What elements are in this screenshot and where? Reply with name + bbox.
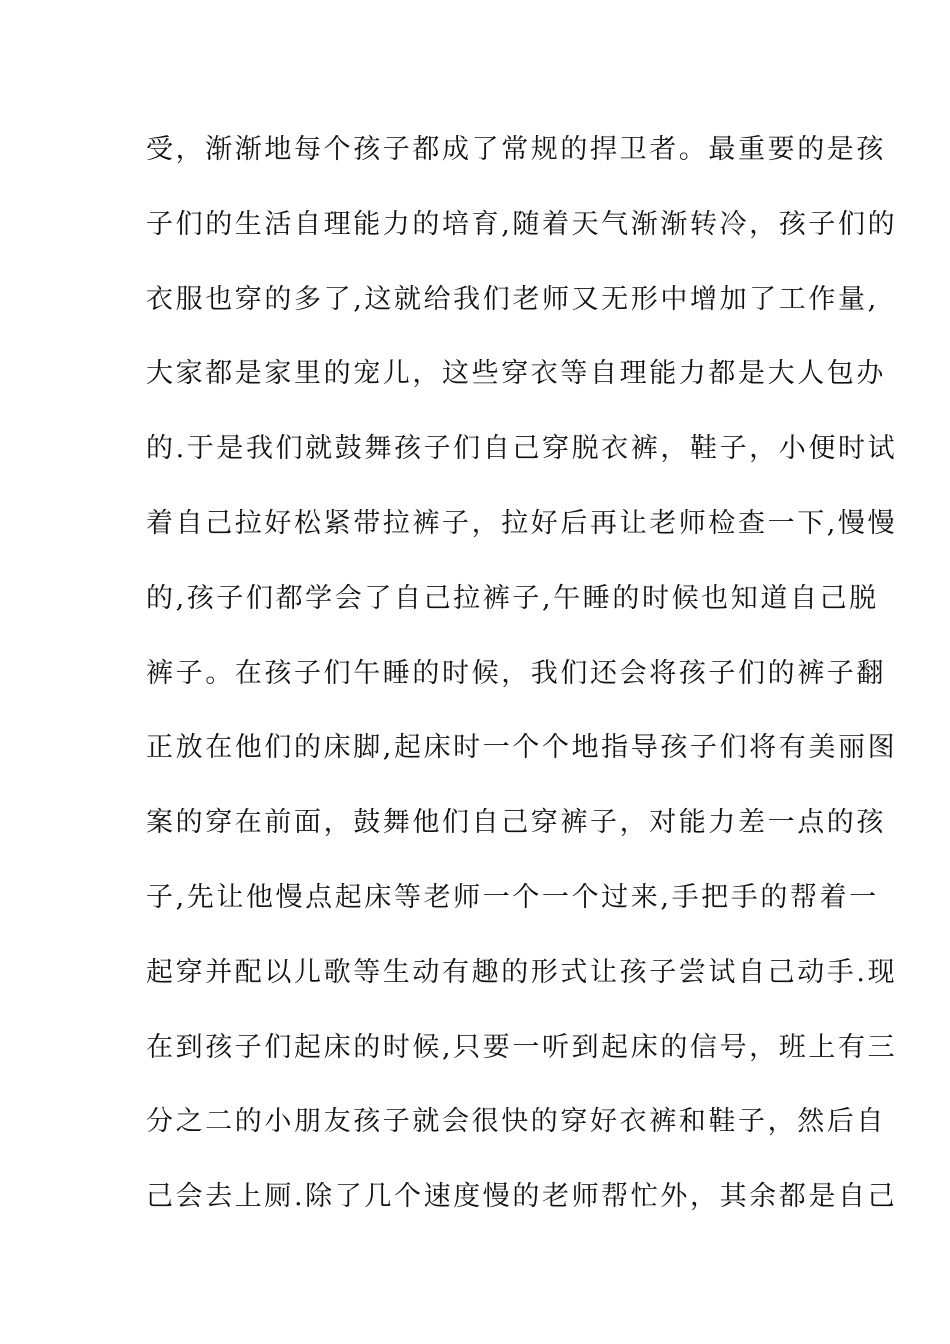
text-line-8: 裤子。在孩子们午睡的时候，我们还会将孩子们的裤子翻 bbox=[146, 657, 886, 689]
text-line-4: 大家都是家里的宠儿，这些穿衣等自理能力都是大人包办 bbox=[146, 358, 886, 390]
text-line-2: 子们的生活自理能力的培育,随着天气渐渐转冷，孩子们的 bbox=[146, 208, 898, 240]
text-line-15: 己会去上厕.除了几个速度慢的老师帮忙外，其余都是自己 bbox=[146, 1181, 898, 1213]
text-line-5: 的.于是我们就鼓舞孩子们自己穿脱衣裤，鞋子，小便时试 bbox=[146, 433, 898, 465]
text-line-7: 的,孩子们都学会了自己拉裤子,午睡的时候也知道自己脱 bbox=[146, 582, 879, 614]
text-line-9: 正放在他们的床脚,起床时一个个地指导孩子们将有美丽图 bbox=[146, 732, 898, 764]
text-line-6: 着自己拉好松紧带拉裤子，拉好后再让老师检查一下,慢慢 bbox=[146, 507, 898, 539]
body-text bbox=[146, 124, 898, 1246]
text-line-3: 衣服也穿的多了,这就给我们老师又无形中增加了工作量, bbox=[146, 283, 879, 315]
text-line-1: 受，渐渐地每个孩子都成了常规的捍卫者。最重要的是孩 bbox=[146, 134, 886, 165]
text-line-12: 起穿并配以儿歌等生动有趣的形式让孩子尝试自己动手.现 bbox=[146, 956, 898, 988]
text-line-10: 案的穿在前面，鼓舞他们自己穿裤子，对能力差一点的孩 bbox=[146, 807, 886, 839]
text-line-11: 子,先让他慢点起床等老师一个一个过来,手把手的帮着一 bbox=[146, 881, 879, 913]
text-line-13: 在到孩子们起床的时候,只要一听到起床的信号，班上有三 bbox=[146, 1031, 898, 1063]
text-line-14: 分之二的小朋友孩子就会很快的穿好衣裤和鞋子，然后自 bbox=[146, 1106, 886, 1138]
